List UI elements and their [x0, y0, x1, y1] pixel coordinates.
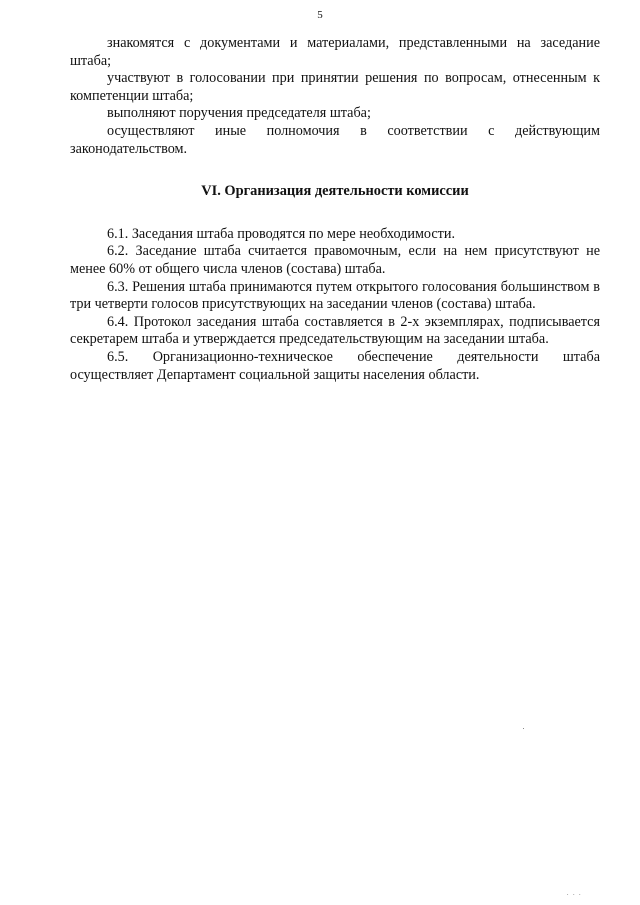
document-body	[70, 35, 600, 384]
section-paragraph: 6.2. Заседание штаба считается правомочным, если на нем присутствуют не менее 60% от общего числа членов (состава) штаба.	[70, 243, 600, 277]
section-paragraph: 6.4. Протокол заседания штаба составляется в 2-х экземплярах, подписывается секретарем штаба и утверждается председательствующим на заседании штаба.	[70, 313, 600, 348]
section-paragraph: 6.5. Организационно-техническое обеспечение деятельности штаба осуществляет Департамент социальной защиты населения области.	[70, 348, 600, 383]
scan-marks: · · ·	[566, 891, 582, 899]
section-title: VI. Организация деятельности комиссии	[201, 183, 469, 200]
section-paragraph: 6.3. Решения штаба принимаются путем открытого голосования большинством в три четверти голосов присутствующих на заседании членов (состава) штаба.	[70, 278, 600, 313]
intro-item: выполняют поручения председателя штаба;	[107, 105, 371, 122]
intro-item: участвуют в голосовании при принятии решения по вопросам, отнесенным к компетенции штаба;	[70, 70, 600, 104]
section-paragraph: 6.1. Заседания штаба проводятся по мере необходимости.	[107, 225, 456, 242]
page-number: 5	[317, 9, 323, 21]
scan-speck	[523, 728, 524, 729]
intro-item: осуществляют иные полномочия в соответствии с действующим законодательством.	[70, 122, 600, 157]
intro-item: знакомятся с документами и материалами, представленными на заседание штаба;	[70, 35, 600, 69]
